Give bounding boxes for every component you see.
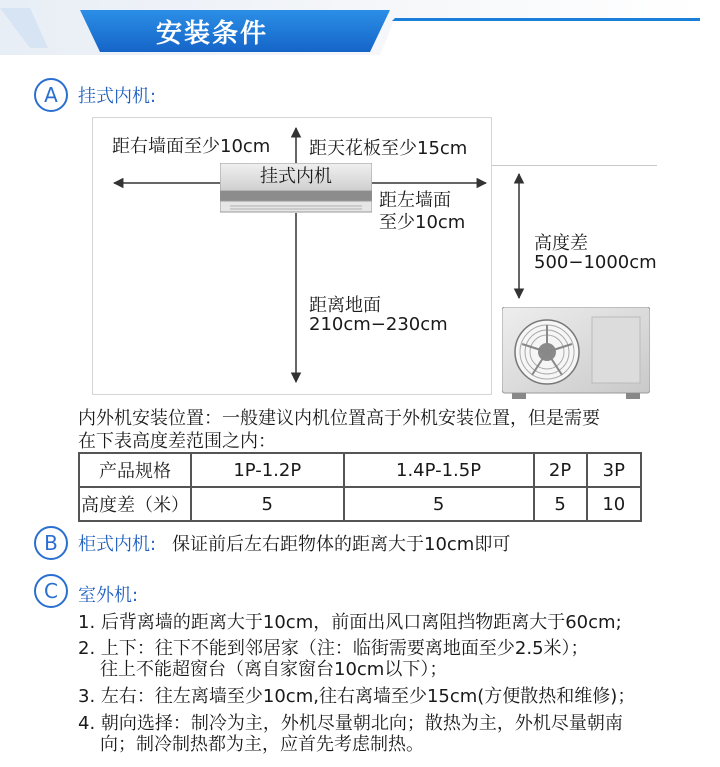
- position-note-line2: 在下表高度差范围之内：: [78, 431, 276, 452]
- outdoor-note-2b: 往上不能超窗台（离自家窗台10cm以下）；: [100, 659, 448, 680]
- left-wall-text-1: 距左墙面: [379, 190, 451, 211]
- section-b-text: 保证前后左右距物体的距离大于10cm即可: [172, 534, 511, 555]
- height-diff-label: 高度差: [534, 233, 588, 254]
- ceiling-text: 距天花板至少15cm: [309, 138, 468, 159]
- outdoor-note-4b: 向；制冷制热都为主，应首先考虑制热。: [100, 734, 424, 755]
- table-cell: 高度差（米）: [79, 487, 191, 521]
- outdoor-unit-illustration: [502, 307, 650, 399]
- height-diff-table: [78, 452, 642, 522]
- position-note-line1: 内外机安装位置：一般建议内机位置高于外机安装位置，但是需要: [78, 408, 600, 429]
- left-wall-text-2: 至少10cm: [379, 212, 466, 233]
- table-cell: 5: [534, 487, 587, 521]
- table-row: [79, 487, 641, 521]
- section-a-marker: A: [34, 78, 68, 112]
- outdoor-note-3: 3. 左右：往左离墙至少10cm,往右离墙至少15cm(方便散热和维修)；: [78, 686, 636, 707]
- outdoor-note-4a: 4. 朝向选择：制冷为主，外机尽量朝北向；散热为主，外机尽量朝南: [78, 713, 623, 734]
- table-cell: 1.4P-1.5P: [344, 453, 534, 487]
- ground-value: 210cm−230cm: [309, 314, 448, 335]
- height-diff-value: 500−1000cm: [534, 252, 657, 273]
- section-c-title: 室外机:: [78, 585, 139, 606]
- section-b-title: 柜式内机:: [78, 534, 157, 555]
- table-header-row: [79, 453, 641, 487]
- indoor-unit-label: 挂式内机: [260, 166, 332, 187]
- table-cell: 10: [587, 487, 641, 521]
- ground-label: 距离地面: [309, 295, 381, 316]
- table-cell: 1P-1.2P: [191, 453, 344, 487]
- table-cell: 2P: [534, 453, 587, 487]
- table-cell: 产品规格: [79, 453, 191, 487]
- section-b-marker: B: [34, 526, 68, 560]
- section-c-marker: C: [34, 574, 68, 608]
- section-a-title: 挂式内机:: [78, 86, 157, 107]
- page-title: 安装条件: [155, 19, 268, 49]
- table-cell: 3P: [587, 453, 641, 487]
- outdoor-note-1: 1. 后背离墙的距离大于10cm，前面出风口离阻挡物距离大于60cm;: [78, 612, 622, 633]
- table-cell: 5: [344, 487, 534, 521]
- outdoor-note-2a: 2. 上下：往下不能到邻居家（注：临街需要离地面至少2.5米）；: [78, 638, 589, 659]
- right-wall-text: 距右墙面至少10cm: [112, 136, 271, 157]
- table-cell: 5: [191, 487, 344, 521]
